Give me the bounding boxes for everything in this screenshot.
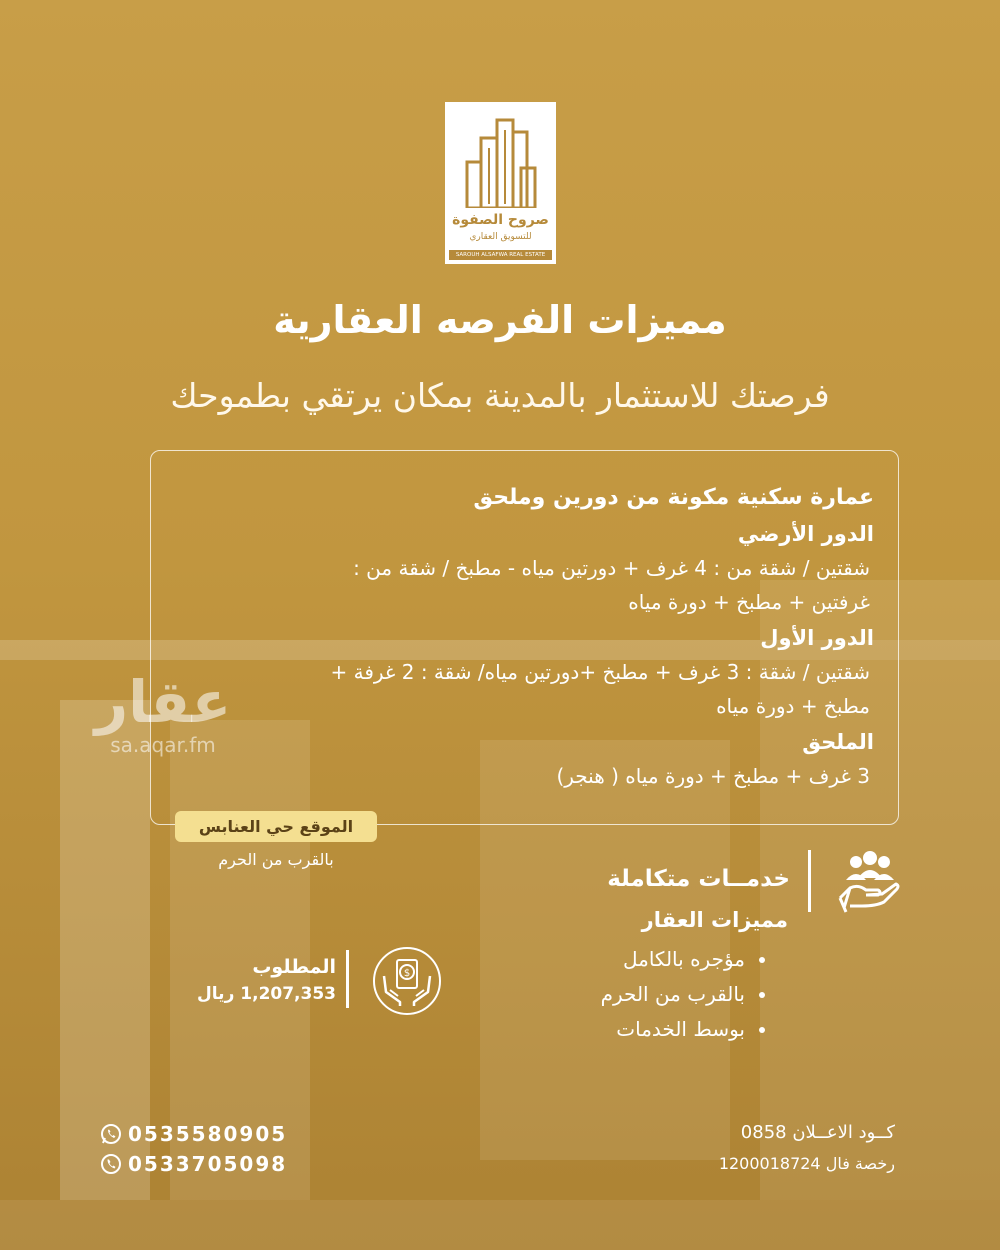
svg-text:$: $ [403, 968, 411, 979]
license-number: رخصة فال 1200018724 [718, 1154, 895, 1173]
floor-line: 3 غرف + مطبخ + دورة مياه ( هنجر) [556, 764, 870, 788]
features-list [601, 942, 765, 1047]
floor-line: مطبخ + دورة مياه [716, 694, 870, 718]
whatsapp-number[interactable]: 0535580905 [128, 1122, 288, 1146]
list-item: بالقرب من الحرم [601, 977, 765, 1012]
whatsapp-icon [100, 1123, 122, 1145]
page-title: مميزات الفرصه العقارية [273, 298, 727, 342]
brand-logo [445, 102, 556, 264]
features-title: مميزات العقار [641, 908, 788, 932]
page-subtitle: فرصتك للاستثمار بالمدينة بمكان يرتقي بطموحك [170, 376, 830, 415]
location-badge: الموقع حي العنابس [175, 811, 377, 842]
watermark-ar: عقار [94, 668, 232, 736]
floor-line: غرفتين + مطبخ + دورة مياه [628, 590, 870, 614]
money-hands-icon [372, 946, 442, 1016]
floor-line: شقتين / شقة : 3 غرف + مطبخ +دورتين مياه/ شقة : 2 غرفة + [330, 660, 870, 684]
list-item: مؤجره بالكامل [601, 942, 765, 977]
price-label: المطلوب [252, 956, 336, 978]
hand-people-icon [836, 848, 902, 914]
aqar-watermark [78, 670, 248, 756]
floor-name-ground: الدور الأرضي [737, 522, 874, 546]
brand-name-en: SAROUH ALSAFWA REAL ESTATE [449, 250, 552, 260]
price-divider [346, 950, 349, 1008]
watermark-en: sa.aqar.fm [110, 733, 216, 757]
ad-code: كــود الاعــلان 0858 [740, 1122, 895, 1143]
buildings-logo-icon [463, 118, 538, 208]
brand-name-ar: صروح الصفوة [452, 212, 549, 228]
list-item: بوسط الخدمات [601, 1012, 765, 1047]
services-title: خدمــات متكاملة [607, 866, 790, 892]
floor-name-first: الدور الأول [760, 626, 874, 650]
phone-contact[interactable] [100, 1151, 287, 1177]
floor-line: شقتين / شقة من : 4 غرف + دورتين مياه - مطبخ / شقة من : [353, 556, 870, 580]
location-subtext: بالقرب من الحرم [218, 850, 334, 869]
phone-number[interactable]: 0533705098 [128, 1152, 288, 1176]
phone-icon [100, 1153, 122, 1175]
whatsapp-contact[interactable] [100, 1121, 287, 1147]
details-heading: عمارة سكنية مكونة من دورين وملحق [473, 485, 874, 510]
services-divider [808, 850, 811, 912]
property-details-box [150, 450, 899, 825]
floor-name-annex: الملحق [802, 730, 874, 754]
brand-tagline-ar: للتسويق العقاري [469, 232, 532, 242]
price-value: 1,207,353 ريال [197, 984, 336, 1004]
